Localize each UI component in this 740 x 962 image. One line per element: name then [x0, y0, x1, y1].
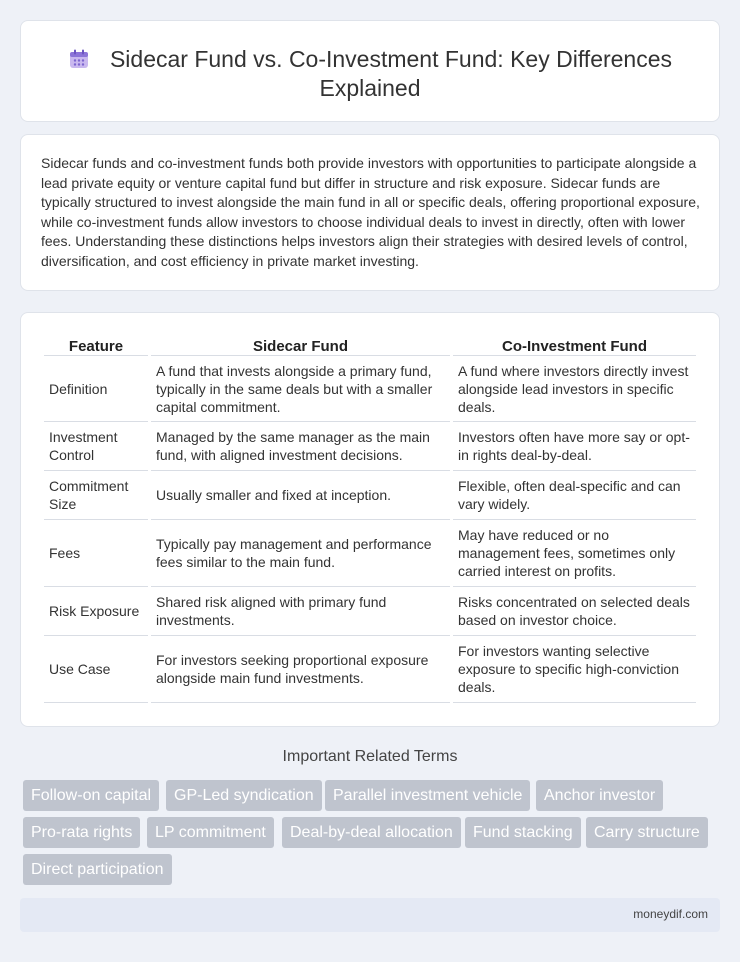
intro-card: [20, 134, 720, 291]
header-coinvest: Co-Investment Fund: [453, 334, 696, 356]
header-feature: Feature: [44, 334, 148, 356]
related-terms-title: Important Related Terms: [282, 748, 458, 765]
tag-follow-on-capital[interactable]: Follow-on capital: [23, 780, 159, 811]
comparison-card: [20, 312, 720, 727]
table-row: [44, 471, 696, 520]
table-row: [44, 422, 696, 471]
row-coinvest: Risks concentrated on selected deals based on investor choice.: [453, 587, 696, 636]
row-feature: Fees: [44, 520, 148, 587]
calendar-icon: [68, 48, 90, 70]
tag-gp-led-syndication[interactable]: GP-Led syndication: [166, 780, 322, 811]
row-coinvest: Investors often have more say or opt-in rights deal-by-deal.: [453, 422, 696, 471]
tag-deal-by-deal-allocation[interactable]: Deal-by-deal allocation: [282, 817, 461, 848]
row-feature: Risk Exposure: [44, 587, 148, 636]
row-feature: Investment Control: [44, 422, 148, 471]
row-sidecar: Managed by the same manager as the main fund, with aligned investment decisions.: [151, 422, 450, 471]
footer-site-link[interactable]: moneydif.com: [633, 907, 708, 921]
tag-anchor-investor[interactable]: Anchor investor: [536, 780, 663, 811]
header-sidecar: Sidecar Fund: [151, 334, 450, 356]
footer: [20, 898, 720, 932]
intro-paragraph: Sidecar funds and co-investment funds both provide investors with opportunities to participate alongside a lead private equity or venture capital fund but differ in structure and risk exposure. Sidecar funds are typically structured to invest alongside the main fund in all or specific deals, offering proportional exposure, while co-investment funds allow investors to choose individual deals to invest in directly, often with lower fees. Understanding these distinctions helps investors align their strategies with desired levels of control, diversification, and cost efficiency in private market investing.: [41, 155, 700, 269]
tag-lp-commitment[interactable]: LP commitment: [147, 817, 274, 848]
table-header-row: [44, 334, 696, 356]
page-title-wrap: [51, 45, 689, 103]
tag-carry-structure[interactable]: Carry structure: [586, 817, 708, 848]
row-sidecar: Typically pay management and performance fees similar to the main fund.: [151, 520, 450, 587]
tag-pro-rata-rights[interactable]: Pro-rata rights: [23, 817, 140, 848]
table-row: [44, 636, 696, 703]
row-coinvest: A fund where investors directly invest alongside lead investors in specific deals.: [453, 356, 696, 422]
row-feature: Definition: [44, 356, 148, 422]
tag-parallel-investment-vehicle[interactable]: Parallel investment vehicle: [325, 780, 530, 811]
row-sidecar: A fund that invests alongside a primary fund, typically in the same deals but with a smaller capital commitment.: [151, 356, 450, 422]
row-feature: Commitment Size: [44, 471, 148, 520]
page-title: Sidecar Fund vs. Co-Investment Fund: Key Differences Explained: [109, 46, 673, 101]
row-sidecar: For investors seeking proportional exposure alongside main fund investments.: [151, 636, 450, 703]
table-row: [44, 587, 696, 636]
tag-fund-stacking[interactable]: Fund stacking: [465, 817, 581, 848]
table-row: [44, 356, 696, 422]
row-coinvest: Flexible, often deal-specific and can vary widely.: [453, 471, 696, 520]
title-card: [20, 20, 720, 122]
row-coinvest: For investors wanting selective exposure to specific high-conviction deals.: [453, 636, 696, 703]
table-row: [44, 520, 696, 587]
row-sidecar: Shared risk aligned with primary fund investments.: [151, 587, 450, 636]
row-sidecar: Usually smaller and fixed at inception.: [151, 471, 450, 520]
row-coinvest: May have reduced or no management fees, sometimes only carried interest on profits.: [453, 520, 696, 587]
comparison-table: [41, 334, 699, 703]
row-feature: Use Case: [44, 636, 148, 703]
tag-direct-participation[interactable]: Direct participation: [23, 854, 172, 885]
